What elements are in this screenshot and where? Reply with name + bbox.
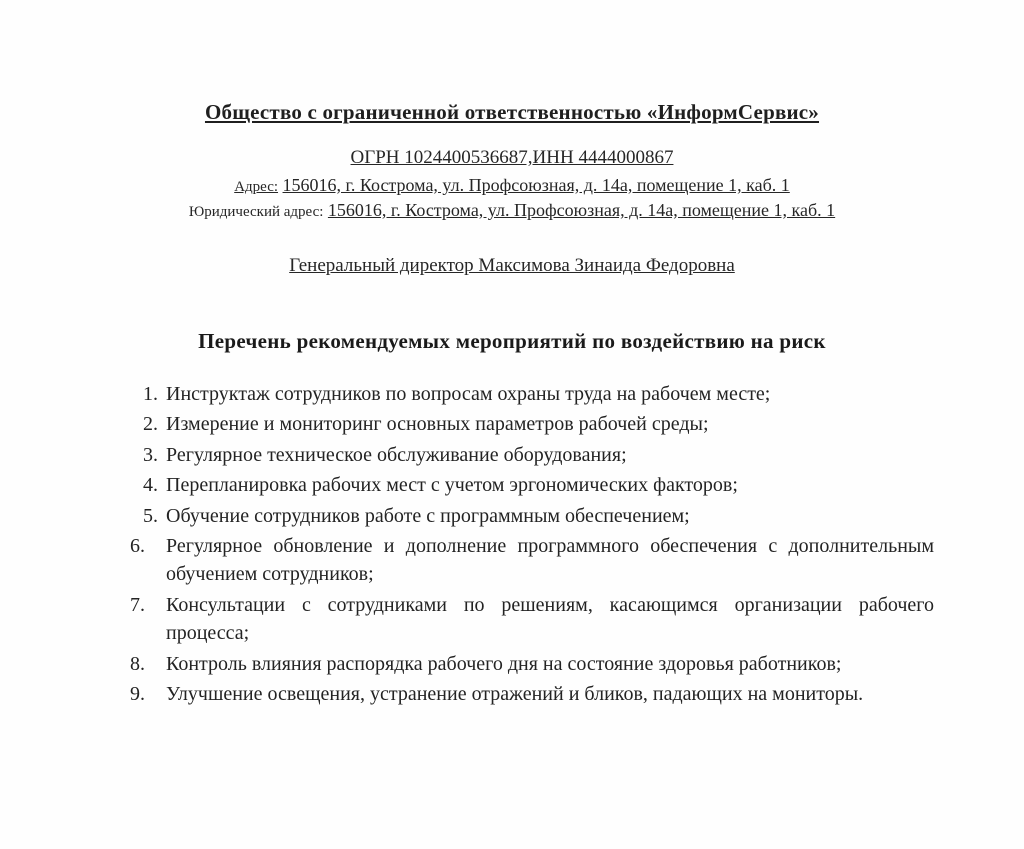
director-line: Генеральный директор Максимова Зинаида Федоровна [289, 255, 735, 276]
address-line [70, 175, 954, 196]
list-item: Инструктаж сотрудников по вопросам охраны труда на рабочем месте; [166, 383, 771, 405]
legal-address-line [70, 200, 954, 221]
measures-list [70, 380, 954, 708]
list-item: Регулярное обновление и дополнение программного обеспечения с дополнительным обучением сотрудников; [166, 534, 934, 586]
list-item: Улучшение освещения, устранение отражений и бликов, падающих на мониторы. [166, 682, 864, 705]
legal-address-label: Юридический адрес: [188, 204, 324, 220]
document-title: Перечень рекомендуемых мероприятий по воздействию на риск [198, 329, 826, 353]
list-item: Измерение и мониторинг основных параметров рабочей среды; [166, 413, 709, 436]
registration-numbers: ОГРН 1024400536687,ИНН 4444000867 [350, 147, 674, 168]
list-item: Консультации с сотрудниками по решениям, касающимся организации рабочего процесса; [166, 593, 934, 645]
list-item: Перепланировка рабочих мест с учетом эргономических факторов; [166, 474, 738, 497]
document-header [70, 100, 954, 277]
organization-title: Общество с ограниченной ответственностью «ИнформСервис» [204, 100, 820, 124]
list-item: Контроль влияния распорядка рабочего дня на состояние здоровья работников; [166, 652, 842, 675]
list-item: Обучение сотрудников работе с программным обеспечением; [166, 504, 690, 527]
legal-address-value: 156016, г. Кострома, ул. Профсоюзная, д. 14а, помещение 1, каб. 1 [327, 200, 836, 220]
address-value: 156016, г. Кострома, ул. Профсоюзная, д. 14а, помещение 1, каб. 1 [282, 175, 790, 195]
list-item: Регулярное техническое обслуживание оборудования; [166, 443, 627, 466]
address-label: Адрес: [234, 179, 279, 195]
